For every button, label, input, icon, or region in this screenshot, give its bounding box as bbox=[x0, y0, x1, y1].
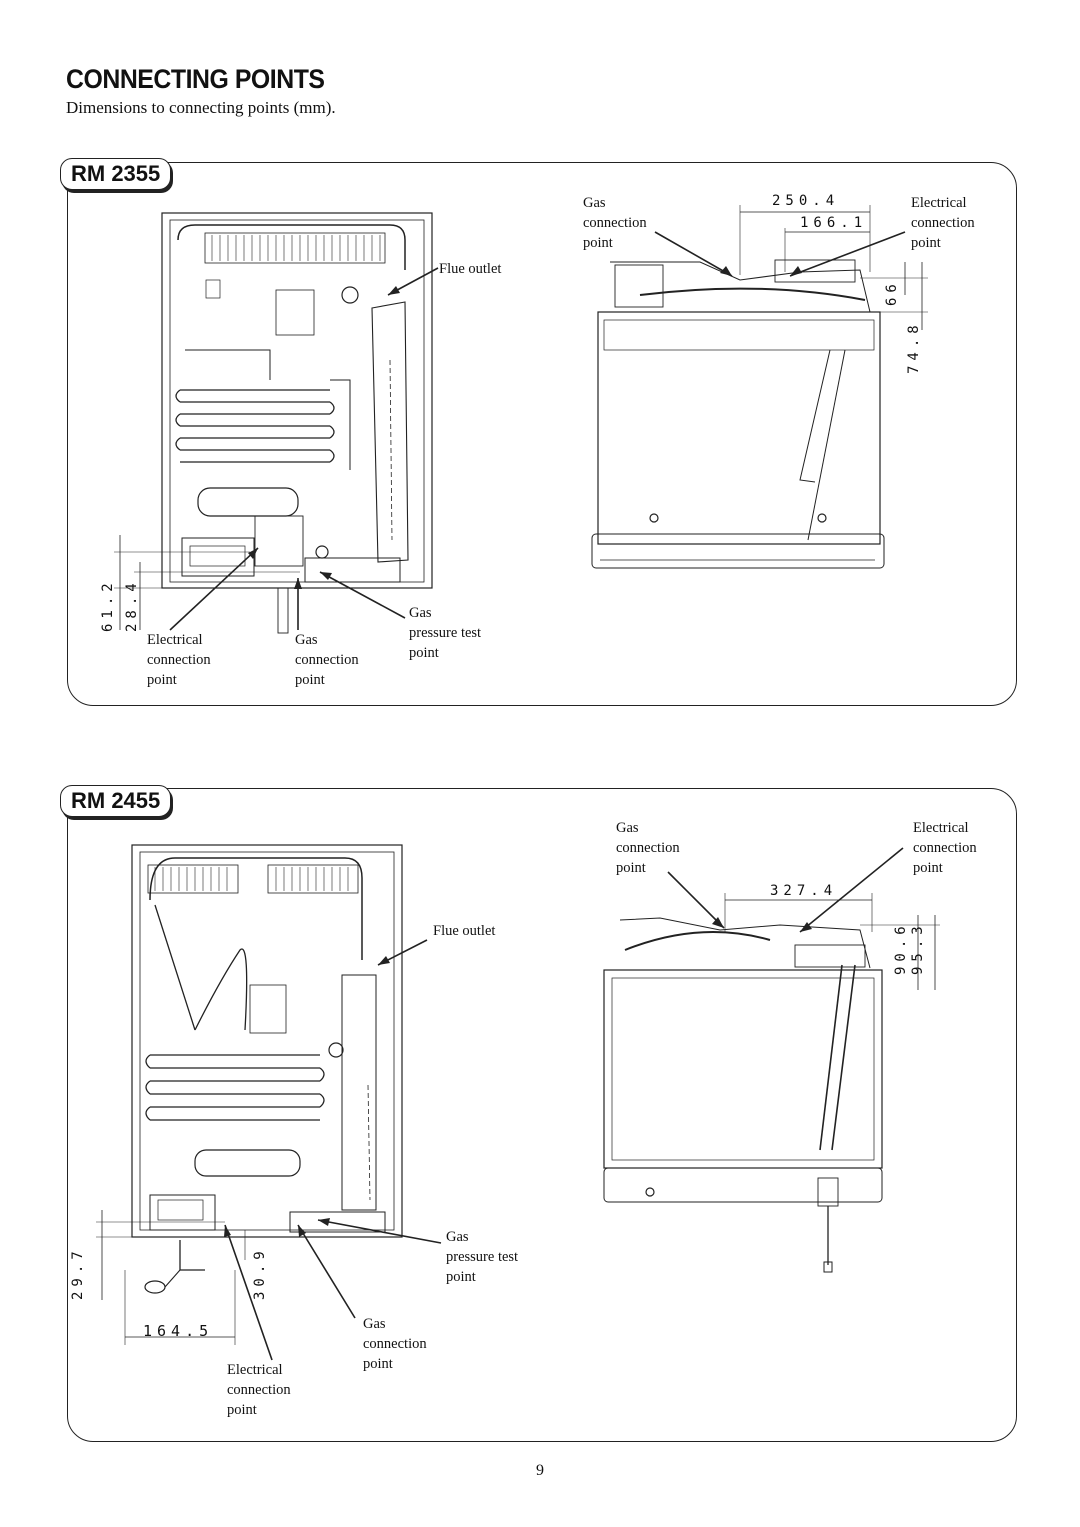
rm2355-dim-66: 66 bbox=[884, 279, 900, 306]
rm2355-dim-28: 28.4 bbox=[124, 578, 140, 632]
rm2355-flue-outlet-label: Flue outlet bbox=[439, 261, 502, 277]
rm2355-dim-166: 166.1 bbox=[800, 215, 868, 231]
rm2455-front-view bbox=[96, 845, 402, 1345]
rm2455-dim-29: 29.7 bbox=[70, 1246, 86, 1300]
rm2455-dim-95: 95.3 bbox=[910, 921, 926, 975]
rm2455-gas-connection-bottom-label: Gas connection point bbox=[363, 1316, 427, 1372]
page-heading: CONNECTING POINTS bbox=[66, 64, 325, 94]
rm2355-electrical-connection-top-label: Electrical connection point bbox=[911, 195, 975, 251]
rm2455-dim-90: 90.6 bbox=[893, 921, 909, 975]
rm2455-electrical-connection-top-label: Electrical connection point bbox=[913, 820, 977, 876]
rm2455-gas-connection-top-label: Gas connection point bbox=[616, 820, 680, 876]
page-subheading: Dimensions to connecting points (mm). bbox=[66, 98, 336, 117]
rm2455-gas-pressure-test-label: Gas pressure test point bbox=[446, 1229, 519, 1285]
rm2455-dim-327: 327.4 bbox=[770, 883, 838, 899]
rm2355-dim-250: 250.4 bbox=[772, 193, 840, 209]
rm2355-gas-connection-top-label: Gas connection point bbox=[583, 195, 647, 251]
rm2355-dim-74: 74.8 bbox=[906, 320, 922, 374]
rm2455-dim-164: 164.5 bbox=[143, 1322, 214, 1340]
rm2355-gas-connection-bottom-label: Gas connection point bbox=[295, 632, 359, 688]
rm2455-side-view bbox=[604, 893, 940, 1272]
rm2455-leaders bbox=[225, 848, 903, 1360]
rm2455-dim-30: 30.9 bbox=[252, 1246, 268, 1300]
page-number: 9 bbox=[536, 1462, 544, 1479]
rm2455-electrical-connection-bottom-label: Electrical connection point bbox=[227, 1362, 291, 1418]
rm2355-electrical-connection-bottom-label: Electrical connection point bbox=[147, 632, 211, 688]
rm2355-gas-pressure-test-label: Gas pressure test point bbox=[409, 605, 482, 661]
rm2355-model-tab: RM 2355 bbox=[60, 158, 171, 190]
rm2455-model-tab: RM 2455 bbox=[60, 785, 171, 817]
rm2455-flue-outlet-label: Flue outlet bbox=[433, 923, 496, 939]
rm2355-dim-61: 61.2 bbox=[100, 578, 116, 632]
